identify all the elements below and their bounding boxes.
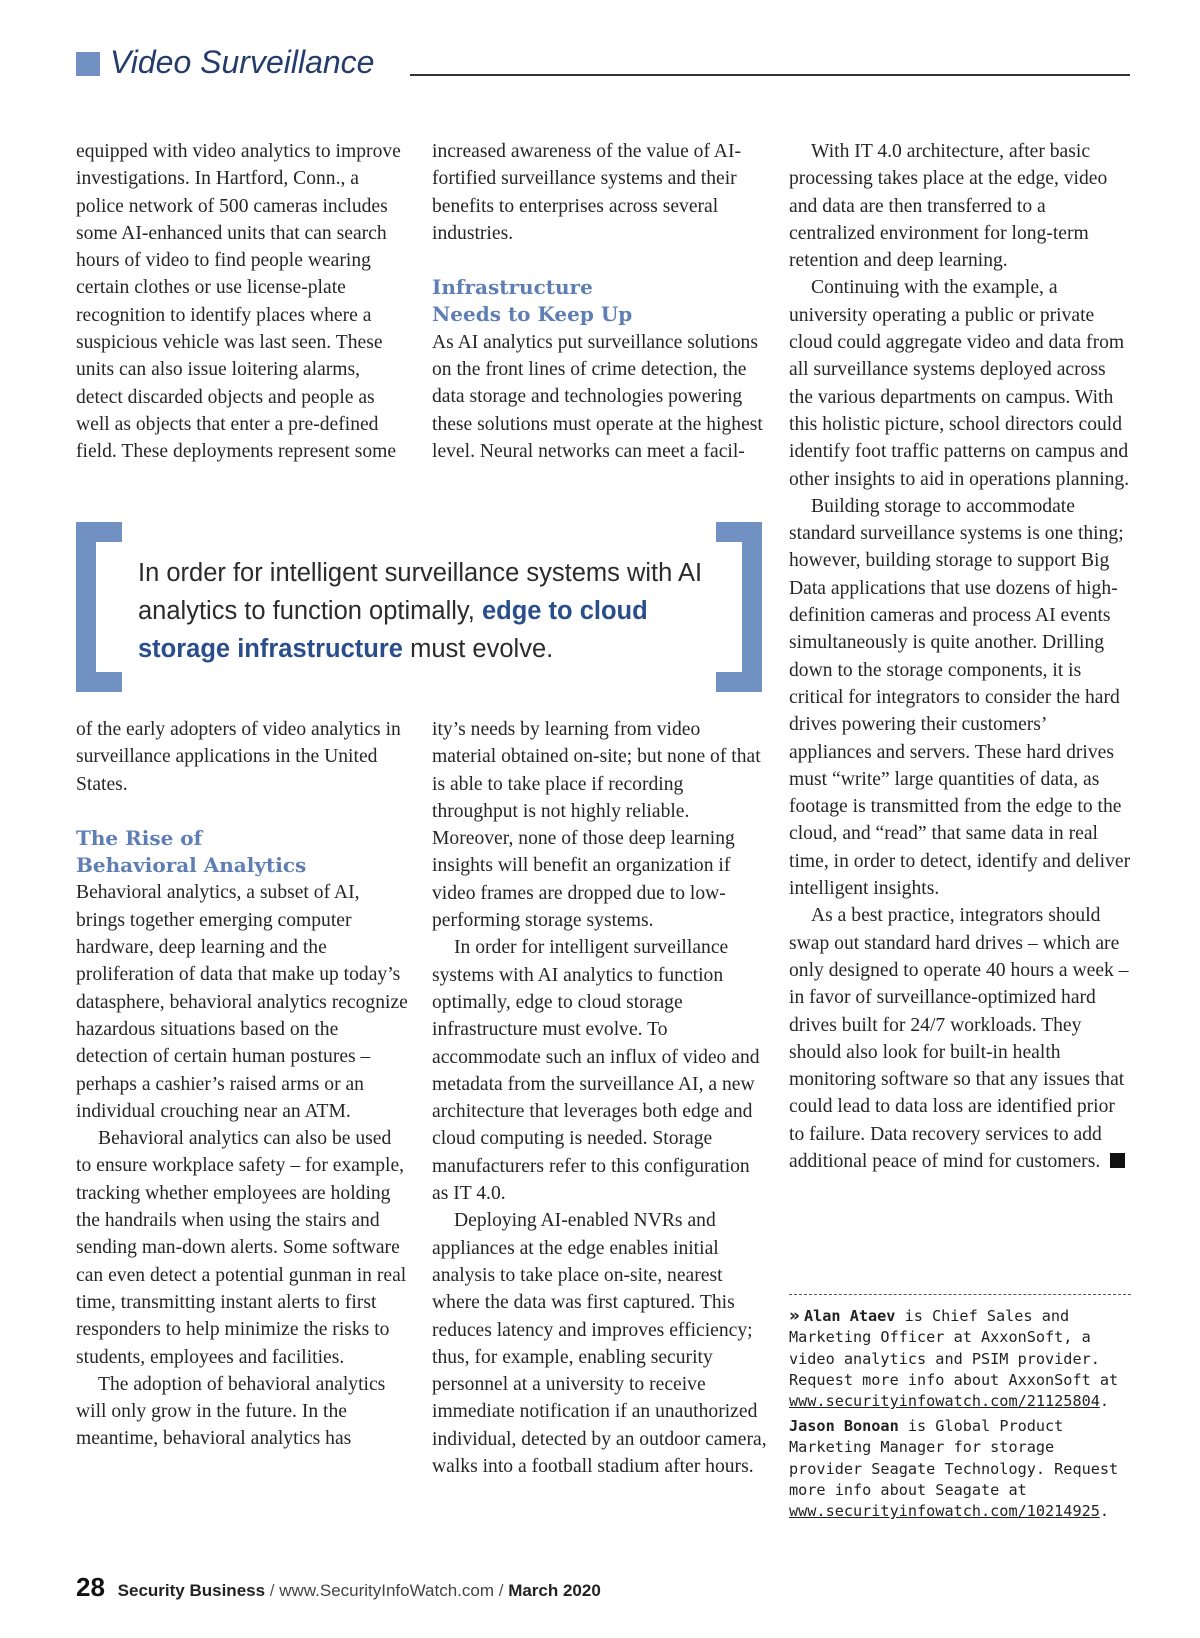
issue-date: March 2020 [508,1581,601,1600]
pull-quote-text [138,554,738,668]
bio-period: . [1099,1392,1110,1411]
end-mark-icon [1110,1153,1125,1168]
pull-quote-end: must evolve. [410,635,554,663]
chevron-icon: » [789,1306,800,1326]
pull-quote [76,522,762,692]
paragraph-text: As a best practice, integrators should swap out standard hard drives – which are only designed to operate 40 hours a week – in favor of surveillance-optimized hard drives built for 24/7 workloads. They should also look for built-in health monitoring software so that any issues that could lead to data loss are identified prior to failure. Data recovery services to add additional peace of mind for customers. [789,905,1129,1172]
paragraph: of the early adopters of video analytics in surveillance applications in the United States. [76,719,401,795]
paragraph: ity’s needs by learning from video material obtained on-site; but none of that is able to take place if recording throughput is not highly reliable. Moreover, none of those deep learning insights will benefit an organization if video frames are dropped due to low-performing storage systems. [432,719,761,932]
section-square-icon [76,52,100,76]
subheading-line: The Rise of [76,825,203,850]
paragraph: Building storage to accommodate standard surveillance systems is one thing; however, building storage to support Big Data applications that use dozens of high-definition cameras and process AI events simultaneously is quite another. Drilling down to the storage components, it is critical for integrators to consider the hard drives powering their customers’ appliances and servers. These hard drives must “write” large quantities of data, as footage is transmitted from the edge to the cloud, and “read” that same data in real time, in order to detect, identify and deliver intelligent insights. [789,495,1131,900]
paragraph: Deploying AI-enabled NVRs and appliances at the edge enables initial analysis to take place on-site, nearest where the data was first captured. This reduces latency and improves efficiency; thus, for example, enabling security personnel at a university to receive immediate notification if an unauthorized individual, detected by an outdoor camera, walks into a football stadium after hours. [432,1210,767,1478]
bio-divider [789,1294,1131,1295]
bio-period: . [1099,1502,1110,1521]
pull-quote-emphasis: edge to cloud storage infrastructure [138,597,648,663]
bio-text: is Chief Sales and Marketing Officer at AxxonSoft, a video analytics and PSIM provider. Request more info about AxxonSoft at [789,1307,1119,1389]
column-1-bottom [76,716,411,1453]
subheading-infrastructure [432,274,767,329]
author-name: Alan Ataev [803,1307,896,1325]
section-header [76,40,1130,84]
paragraph: equipped with video analytics to improve investigations. In Hartford, Conn., a police network of 500 cameras includes some AI-enhanced units that can search hours of video to find people wearing certain clothes or use license-plate recognition to identify places where a suspicious vehicle was last seen. These units can also issue loitering alarms, detect discarded objects and people as well as objects that enter a pre-defined field. These deployments represent some [76,141,401,463]
bio-text: is Global Product Marketing Manager for storage provider Seagate Technology. Request more info about Seagate at [789,1417,1119,1499]
column-2-top [432,138,767,465]
paragraph: In order for intelligent surveillance systems with AI analytics to function optimally, edge to cloud storage infrastructure must evolve. To accommodate such an influx of video and metadata from the surveillance AI, a new architecture that leverages both edge and cloud computing is needed. Storage manufacturers refer to this configuration as IT 4.0. [432,937,760,1205]
bio-link[interactable]: www.securityinfowatch.com/21125804 [789,1392,1100,1411]
footer-separator: / [494,1581,509,1600]
paragraph-final [789,902,1131,1175]
author-bio-1 [789,1306,1131,1412]
paragraph: Continuing with the example, a university operating a public or private cloud could aggregate video and data from all surveillance systems deployed across the various departments on campus. With this holistic picture, school directors could identify foot traffic patterns on campus and other insights to aid in operations planning. [789,277,1130,490]
paragraph: With IT 4.0 architecture, after basic processing takes place at the edge, video and data are then transferred to a centralized environment for long-term retention and deep learning. [789,141,1108,272]
section-title: Video Surveillance [110,44,375,80]
subheading-line: Infrastructure [432,275,593,300]
page-number: 28 [76,1572,105,1602]
subheading-line: Needs to Keep Up [432,302,633,327]
subheading-behavioral [76,825,411,880]
paragraph: The adoption of behavioral analytics will only grow in the future. In the meantime, behavioral analytics has [76,1373,386,1450]
footer-separator: / [265,1581,280,1600]
author-bio-2 [789,1416,1131,1522]
page-footer [76,1572,601,1603]
column-1-top [76,138,411,466]
bio-link[interactable]: www.securityinfowatch.com/10214925 [789,1502,1100,1521]
paragraph: As AI analytics put surveillance solutions on the front lines of crime detection, the data storage and technologies powering these solutions must operate at the highest level. Neural networks can meet a facil- [432,331,763,462]
paragraph: increased awareness of the value of AI-fortified surveillance systems and their benefits to enterprises across several industries. [432,141,742,244]
pull-quote-plain: In order for intelligent surveillance systems with AI analytics to function optimally, [138,559,703,625]
footer-url[interactable]: www.SecurityInfoWatch.com [279,1581,495,1600]
subheading-line: Behavioral Analytics [76,853,307,878]
column-3 [789,138,1131,1175]
paragraph: Behavioral analytics can also be used to ensure workplace safety – for example, tracking whether employees are holding the handrails when using the stairs and sending man-down alerts. Some software can even detect a potential gunman in real time, transmitting instant alerts to first responders to help minimize the risks to students, employees and facilities. [76,1128,407,1368]
left-bracket-icon [76,522,122,692]
author-name: Jason Bonoan [789,1417,899,1435]
paragraph: Behavioral analytics, a subset of AI, brings together emerging computer hardware, deep learning and the proliferation of data that make up today’s datasphere, behavioral analytics recognize hazardous situations based on the detection of certain human postures – perhaps a cashier’s raised arms or an individual crouching near an ATM. [76,882,408,1122]
publication-name: Security Business [117,1581,266,1600]
header-rule [410,74,1130,76]
column-2-bottom [432,716,767,1480]
